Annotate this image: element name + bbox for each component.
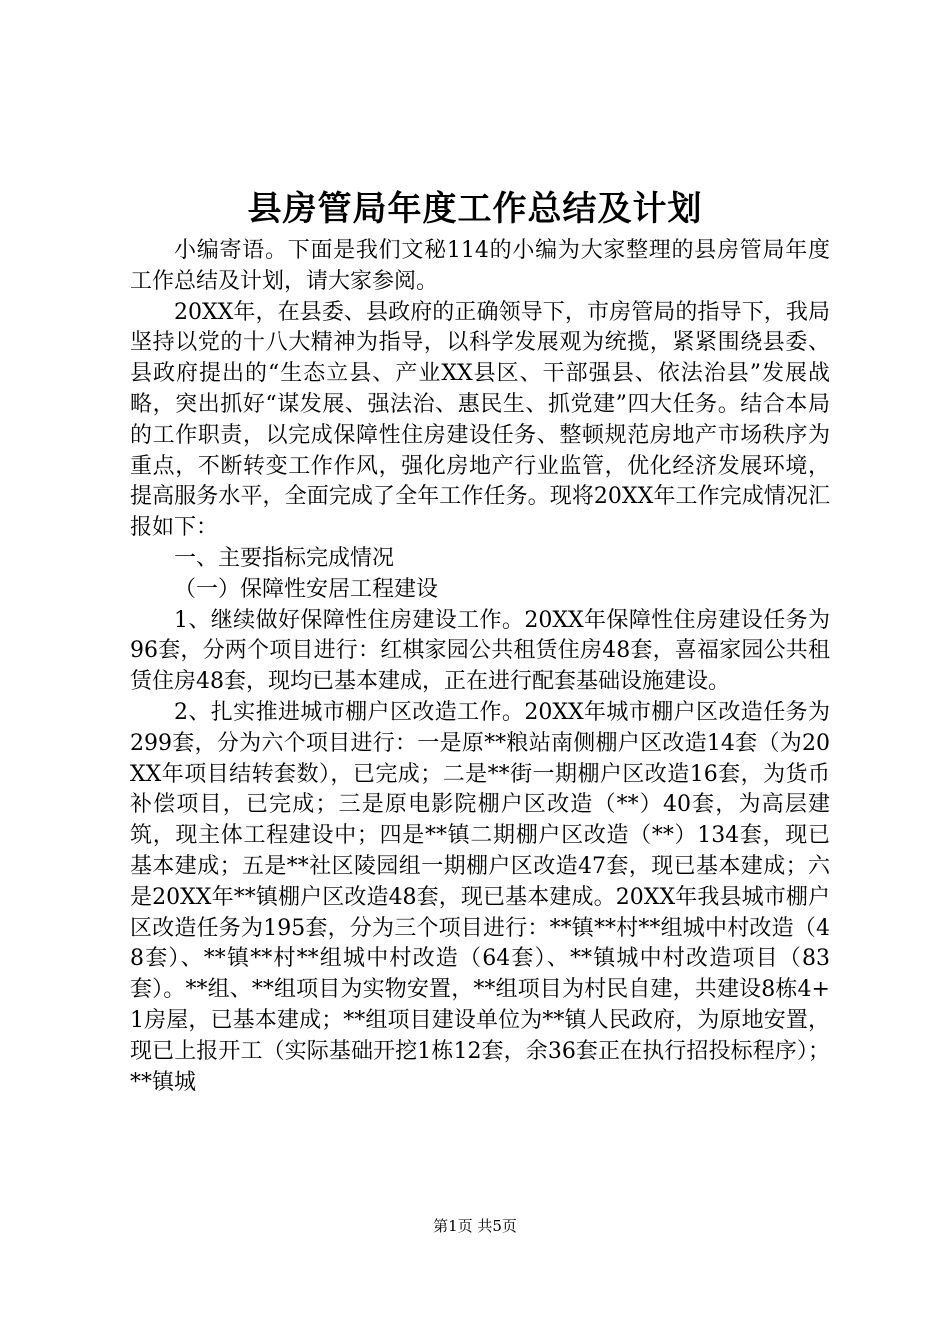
overview-paragraph: 20XX年，在县委、县政府的正确领导下，市房管局的指导下，我局坚持以党的十八大精神为指导，以科学发展观为统揽，紧紧围绕县委、县政府提出的“生态立县、产业XX县区、干部强县、依法治县”发展战略，突出抓好“谋发展、强法治、惠民生、抓党建”四大任务。结合本局的工作职责，以完成保障性住房建设任务、整顿规范房地产市场秩序为重点，不断转变工作作风，强化房地产行业监管，优化经济发展环境，提高服务水平，全面完成了全年工作任务。现将20XX年工作完成情况汇报如下： [130, 299, 830, 541]
section-heading: 一、主要指标完成情况 [174, 545, 395, 571]
document-body [130, 236, 830, 1098]
document-title: 县房管局年度工作总结及计划 [247, 189, 703, 229]
page-number-footer: 第1页 共5页 [433, 1217, 517, 1235]
subsection-heading: （一）保障性安居工程建设 [174, 576, 439, 602]
item-2-paragraph: 2、扎实推进城市棚户区改造工作。20XX年城市棚户区改造任务为299套，分为六个项目进行：一是原**粮站南侧棚户区改造14套（为20XX年项目结转套数），已完成；二是**街一期棚户区改造16套，为货币补偿项目，已完成；三是原电影院棚户区改造（**）40套，为高层建筑，现主体工程建设中；四是**镇二期棚户区改造（**）134套，现已基本建成；五是**社区陵园组一期棚户区改造47套，现已基本建成；六是20XX年**镇棚户区改造48套，现已基本建成。20XX年我县城市棚户区改造任务为195套，分为三个项目进行：**镇**村**组城中村改造（48套）、**镇**村**组城中村改造（64套）、**镇城中村改造项目（83套）。**组、**组项目为实物安置，**组项目为村民自建，共建设8栋4+1房屋，已基本建成；**组项目建设单位为**镇人民政府，为原地安置，现已上报开工（实际基础开挖1栋12套，余36套正在执行招投标程序）；**镇城 [130, 699, 830, 1095]
item-1-paragraph: 1、继续做好保障性住房建设工作。20XX年保障性住房建设任务为96套，分两个项目进行：红棋家园公共租赁住房48套，喜福家园公共租赁住房48套，现均已基本建成，正在进行配套基础设施建设。 [130, 607, 830, 695]
intro-paragraph: 小编寄语。下面是我们文秘114的小编为大家整理的县房管局年度工作总结及计划，请大家参阅。 [130, 238, 830, 294]
